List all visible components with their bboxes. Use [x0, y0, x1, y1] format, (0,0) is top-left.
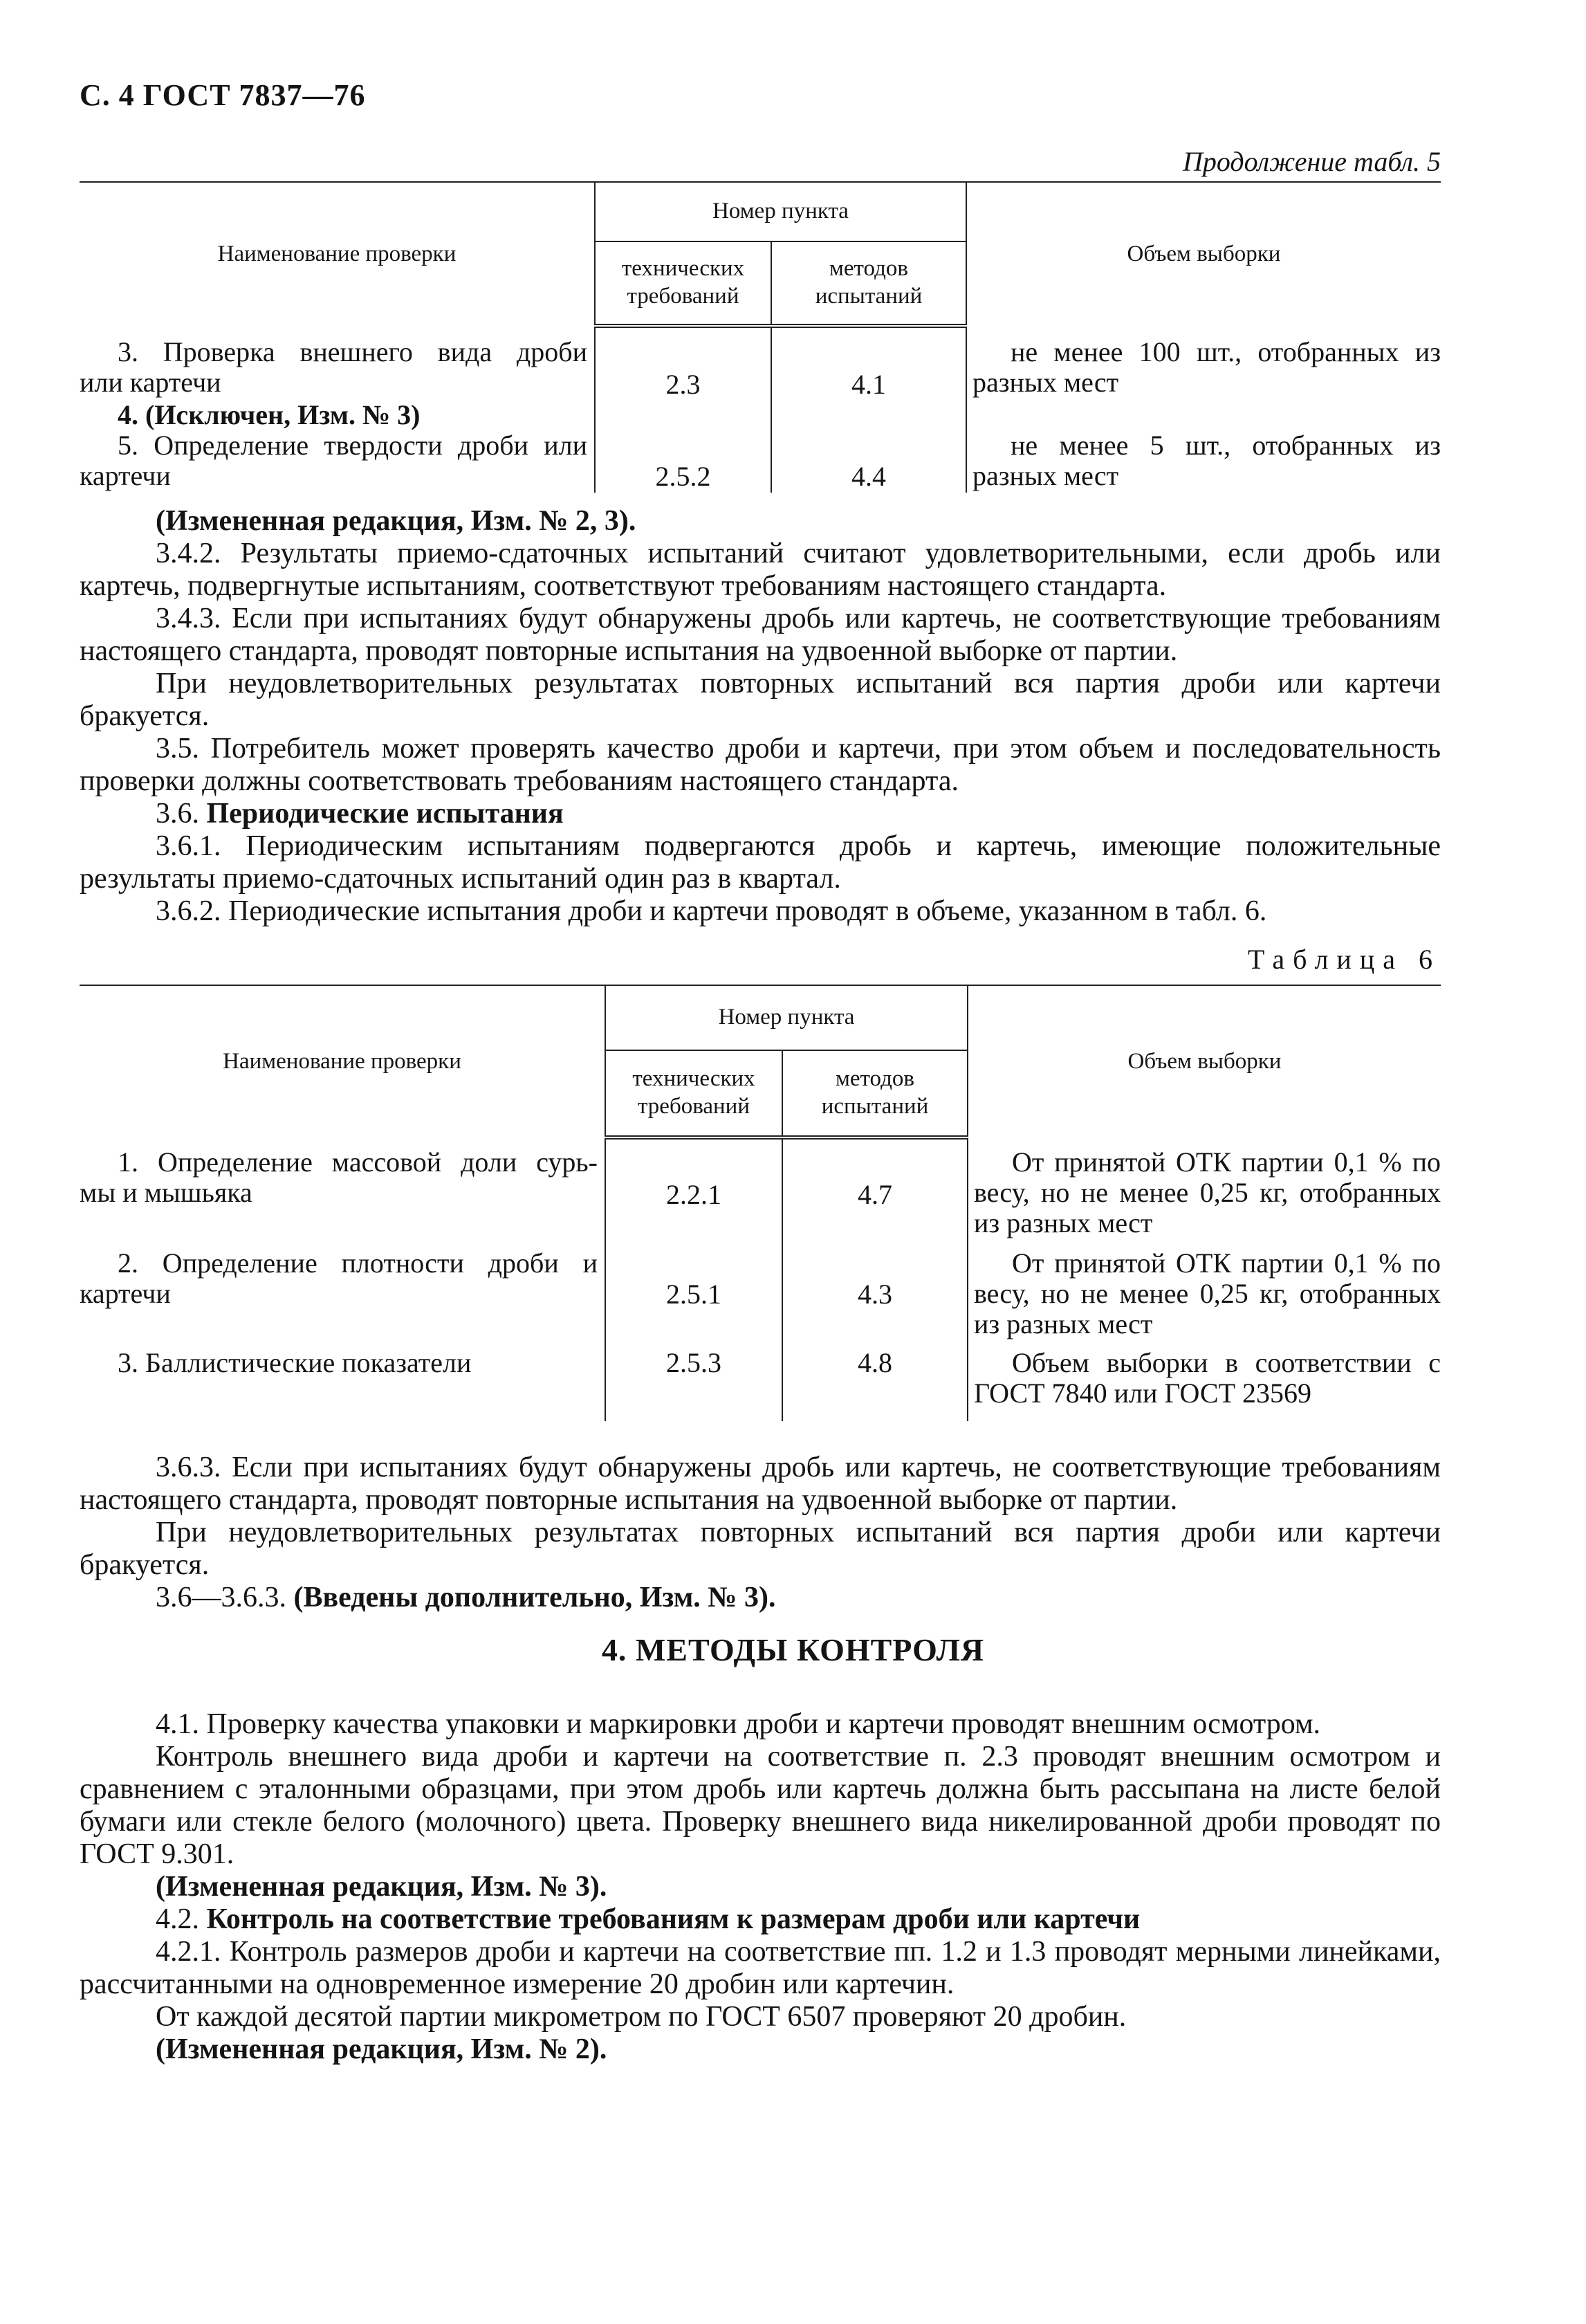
table6-title: Таблица 6: [1247, 944, 1441, 975]
header-tech-requirements: технических требований: [595, 241, 771, 326]
paragraph: 3.6.1. Периодическим испытаниям подвергаются дробь и картечь, имеющие положительные результаты приемо-сдаточных испытаний один раз в квартал.: [80, 830, 1441, 895]
tech-cell: 2.5.3: [605, 1345, 782, 1421]
paragraph: Контроль внешнего вида дроби и картечи на соответствие п. 2.3 проводят внешним осмотром и сравнением с эталонными образцами, при этом дробь или картечь должна быть рассыпана на листе белой бумаги или стекле белого (молочного) цвета. Проверку внешнего вида никелированной дроби проводят по ГОСТ 9.301.: [80, 1741, 1441, 1870]
header-item-number: Номер пункта: [605, 985, 968, 1050]
paragraph: 4.1. Проверку качества упаковки и маркировки дроби и картечи проводят внешним осмотром.: [156, 1708, 1321, 1740]
text-block-2: [80, 1452, 1441, 1614]
table-row: 4. (Исключен, Изм. № 3): [80, 400, 1441, 430]
revision-note: (Измененная редакция, Изм. № 3).: [156, 1871, 607, 1903]
sample-cell: Объем выборки в соответствии с ГОСТ 7840 или ГОСТ 23569: [968, 1345, 1441, 1421]
paragraph: 3.6.3. Если при испытаниях будут обнаружены дробь или картечь, не соответствующие требованиям настоящего стандарта, проводят повторные испытания на удвоенной выборке от партии.: [80, 1452, 1441, 1516]
header-check-name: Наименование проверки: [80, 985, 605, 1137]
header-test-methods: методов испытаний: [771, 241, 966, 326]
methods-cell: 4.1: [771, 326, 966, 400]
paragraph: От каждой десятой партии микрометром по ГОСТ 6507 проверяют 20 дробин.: [156, 2001, 1127, 2033]
paragraph: При неудовлетворительных результатах повторных испытаний вся партия дроби или картечи бракуется.: [80, 668, 1441, 732]
page-header: С. 4 ГОСТ 7837—76: [80, 78, 366, 112]
tech-cell: 2.5.1: [605, 1241, 782, 1345]
text-block-3: [80, 1708, 1441, 2066]
table-row: 2. Определение плотности дроби и картечи 2.5.1 4.3 От принятой ОТК партии 0,1 % по весу, но не менее 0,25 кг, отобранных из разных мест: [80, 1241, 1441, 1345]
paragraph: При неудовлетворительных результатах повторных испытаний вся партия дроби или картечи бракуется.: [80, 1517, 1441, 1581]
paragraph: 4.2. Контроль на соответствие требованиям к размерам дроби или картечи: [156, 1903, 1141, 1935]
subsection-heading: Периодические испытания: [206, 798, 564, 830]
paragraph: 4.2.1. Контроль размеров дроби и картечи на соответствие пп. 1.2 и 1.3 проводят мерными линейками, рассчитанными на одновременное измерение 20 дробин или картечин.: [80, 1936, 1441, 2000]
table5-continuation-label: Продолжение табл. 5: [1182, 146, 1441, 177]
revision-note: (Измененная редакция, Изм. № 2, 3).: [156, 505, 636, 537]
section-4-title: 4. МЕТОДЫ КОНТРОЛЯ: [601, 1632, 985, 1667]
tech-cell: 2.3: [595, 326, 771, 400]
table-row: 3. Баллистические показатели 2.5.3 4.8 Объем выборки в соответствии с ГОСТ 7840 или ГОСТ 23569: [80, 1345, 1441, 1421]
header-check-name: Наименование проверки: [80, 182, 595, 326]
header-test-methods: методов испытаний: [782, 1050, 968, 1137]
table-5: [80, 181, 1441, 493]
tech-cell: 2.2.1: [605, 1137, 782, 1241]
table-row: 5. Определение твердости дроби или картечи 2.5.2 4.4 не менее 5 шт., отобранных из разных мест: [80, 430, 1441, 492]
table-6: [80, 985, 1441, 1421]
revision-note: 3.6—3.6.3. (Введены дополнительно, Изм. № 3).: [156, 1582, 776, 1613]
header-tech-requirements: технических требований: [605, 1050, 782, 1137]
sample-cell: От принятой ОТК партии 0,1 % по весу, но не менее 0,25 кг, отобранных из разных мест: [968, 1241, 1441, 1345]
paragraph: 3.5. Потребитель может проверять качество дроби и картечи, при этом объем и последовательность проверки должны соответствовать требованиям настоящего стандарта.: [80, 733, 1441, 797]
header-item-number: Номер пункта: [595, 182, 966, 241]
sample-cell: не менее 100 шт., отобранных из разных мест: [966, 326, 1441, 400]
tech-cell: 2.5.2: [595, 430, 771, 493]
paragraph: 3.4.2. Результаты приемо-сдаточных испытаний считают удовлетворительными, если дробь или картечь, подвергнутые испытаниям, соответствуют требованиям настоящего стандарта.: [80, 538, 1441, 602]
methods-cell: 4.3: [782, 1241, 968, 1345]
header-sample-volume: Объем выборки: [968, 985, 1441, 1137]
text-block-1: [80, 505, 1441, 928]
methods-cell: 4.4: [771, 430, 966, 493]
methods-cell: 4.8: [782, 1345, 968, 1421]
paragraph: 3.6.2. Периодические испытания дроби и картечи проводят в объеме, указанном в табл. 6.: [156, 895, 1267, 927]
table-row: 3. Проверка внешнего вида дроби или картечи 2.3 4.1 не менее 100 шт., отобранных из разных мест: [80, 326, 1441, 400]
table-row: 1. Определение массовой доли сурь- мы и мышьяка 2.2.1 4.7 От принятой ОТК партии 0,1 % по весу, но не менее 0,25 кг, отобранных из разных мест: [80, 1137, 1441, 1241]
paragraph: 3.6. Периодические испытания: [156, 798, 564, 830]
methods-cell: 4.7: [782, 1137, 968, 1241]
paragraph: 3.4.3. Если при испытаниях будут обнаружены дробь или картечь, не соответствующие требованиям настоящего стандарта, проводят повторные испытания на удвоенной выборке от партии.: [80, 603, 1441, 667]
sample-cell: От принятой ОТК партии 0,1 % по весу, но не менее 0,25 кг, отобранных из разных мест: [968, 1137, 1441, 1241]
header-sample-volume: Объем выборки: [966, 182, 1441, 326]
revision-note: (Измененная редакция, Изм. № 2).: [156, 2033, 607, 2065]
sample-cell: не менее 5 шт., отобранных из разных мест: [966, 430, 1441, 493]
subsection-heading: Контроль на соответствие требованиям к размерам дроби или картечи: [206, 1903, 1141, 1935]
